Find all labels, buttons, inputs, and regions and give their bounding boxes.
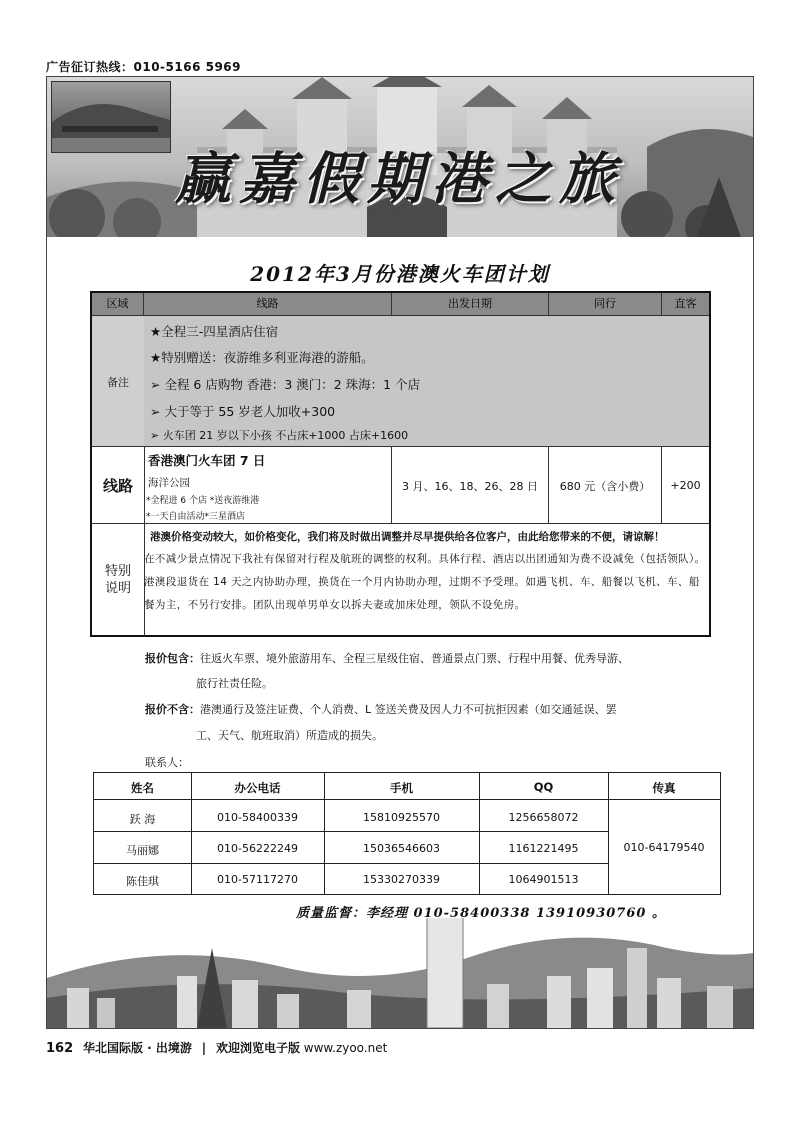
note-line: ➢ 全程 6 店购物 香港：3 澳门：2 珠海：1 个店 xyxy=(150,377,421,392)
contact-fax: 010-64179540 xyxy=(623,841,705,854)
contact-header: 传真 xyxy=(652,781,676,795)
special-note: 在不减少景点情况下我社有保留对行程及航班的调整的权利。具体行程、酒店以出团通知为费不设减免（包括领队）。港澳段退货在 14 天之内协助办理，换货在一个月内协助办理，过期不予受理。如遇飞机、车、船餐以飞机、车、船餐为主，不另行安排。团队出现单男单女以拆夫妻或加床处理，领队不设免房。 xyxy=(144,553,706,611)
contact-qq: 1256658072 xyxy=(508,811,579,824)
price-include-text: 往返火车票、境外旅游用车、全程三星级住宿、普通景点门票、行程中用餐、优秀导游、 xyxy=(200,652,629,665)
banner-title: 赢嘉假期港之旅 xyxy=(175,146,623,212)
skyline-illustration xyxy=(47,918,753,1028)
note-line: ➢ 大于等于 55 岁老人加收+300 xyxy=(150,404,336,419)
publication-name: 华北国际版 · 出境游 xyxy=(82,1041,192,1055)
contact-header: QQ xyxy=(533,780,554,794)
special-zone xyxy=(92,524,145,636)
footer-url[interactable]: www.zyoo.net xyxy=(303,1041,388,1055)
footer-separator: | xyxy=(201,1041,207,1055)
page-footer xyxy=(46,1039,387,1056)
tour-table xyxy=(90,291,711,637)
direct-price: +200 xyxy=(670,479,701,492)
page-number: 162 xyxy=(46,1041,74,1056)
contact-office: 010-57117270 xyxy=(217,873,298,886)
special-zone-line: 说明 xyxy=(104,581,131,596)
route-feature: *全程进 6 个店 *送夜游维港 xyxy=(146,496,260,506)
quality-supervision: 质量监督：李经理 010-58400338 13910930760 。 xyxy=(296,906,666,921)
banner xyxy=(47,77,753,237)
footer-slogan: 欢迎浏览电子版 xyxy=(215,1041,300,1055)
contact-mobile: 15036546603 xyxy=(363,842,440,855)
price-exclude-label: 报价不含： xyxy=(145,703,200,716)
price-include-label: 报价包含： xyxy=(145,652,200,665)
special-row xyxy=(92,523,709,636)
ad-hotline: 广告征订热线：010-5166 5969 xyxy=(46,60,242,74)
route-row xyxy=(92,446,709,524)
contact-label: 联系人： xyxy=(145,756,189,769)
header-peer: 同行 xyxy=(549,293,662,315)
peer-price: 680 元（含小费） xyxy=(549,447,662,524)
harbour-photo xyxy=(51,81,171,153)
route-feature: *一天自由活动*三星酒店 xyxy=(146,512,246,522)
header-route: 线路 xyxy=(144,293,392,315)
note-body xyxy=(144,316,709,447)
price-include-cont: 旅行社责任险。 xyxy=(196,677,273,690)
contact-name: 陈佳琪 xyxy=(126,875,159,888)
contact-office: 010-58400339 xyxy=(217,811,298,824)
note-line: ★特别赠送：夜游维多利亚海港的游船。 xyxy=(150,350,374,365)
note-zone: 备注 xyxy=(92,316,145,447)
contact-table xyxy=(93,772,721,895)
contact-header: 办公电话 xyxy=(234,781,281,795)
contact-mobile: 15810925570 xyxy=(363,811,440,824)
header-date: 出发日期 xyxy=(392,293,549,315)
contact-header: 姓名 xyxy=(131,781,154,795)
special-body xyxy=(144,524,709,636)
special-note-bold: 港澳价格变动较大，如价格变化，我们将及时做出调整并尽早提供给各位客户，由此给您带来的不便，请谅解！ xyxy=(150,531,665,543)
header-direct: 直客 xyxy=(674,297,697,310)
contact-qq: 1161221495 xyxy=(508,842,579,855)
contact-header: 手机 xyxy=(390,781,413,795)
contact-name: 马丽娜 xyxy=(126,844,159,857)
plan-title: 2012年3月份港澳火车团计划 xyxy=(250,262,550,286)
route-sub: 海洋公园 xyxy=(148,477,190,489)
route-title: 香港澳门火车团 7 日 xyxy=(148,453,266,468)
price-exclude xyxy=(145,701,617,717)
note-line: ★全程三-四星酒店住宿 xyxy=(150,324,279,339)
note-row xyxy=(92,315,709,447)
route-zone: 线路 xyxy=(92,447,145,524)
contact-office: 010-56222249 xyxy=(217,842,298,855)
table-header xyxy=(92,293,709,315)
departure-dates: 3 月、16、18、26、28 日 xyxy=(392,447,549,524)
price-exclude-text: 港澳通行及签注证费、个人消费、L 签送关费及因人力不可抗拒因素（如交通延误、罢 xyxy=(200,703,617,716)
contact-mobile: 15330270339 xyxy=(363,873,440,886)
special-zone-line: 特别 xyxy=(104,564,131,579)
contact-name: 跃 海 xyxy=(129,813,156,826)
header-zone: 区域 xyxy=(92,293,144,315)
note-line: ➢ 火车团 21 岁以下小孩 不占床+1000 占床+1600 xyxy=(150,429,409,442)
price-include xyxy=(145,650,629,666)
contact-qq: 1064901513 xyxy=(508,873,579,886)
price-exclude-cont: 工、天气、航班取消）所造成的损失。 xyxy=(196,729,383,742)
